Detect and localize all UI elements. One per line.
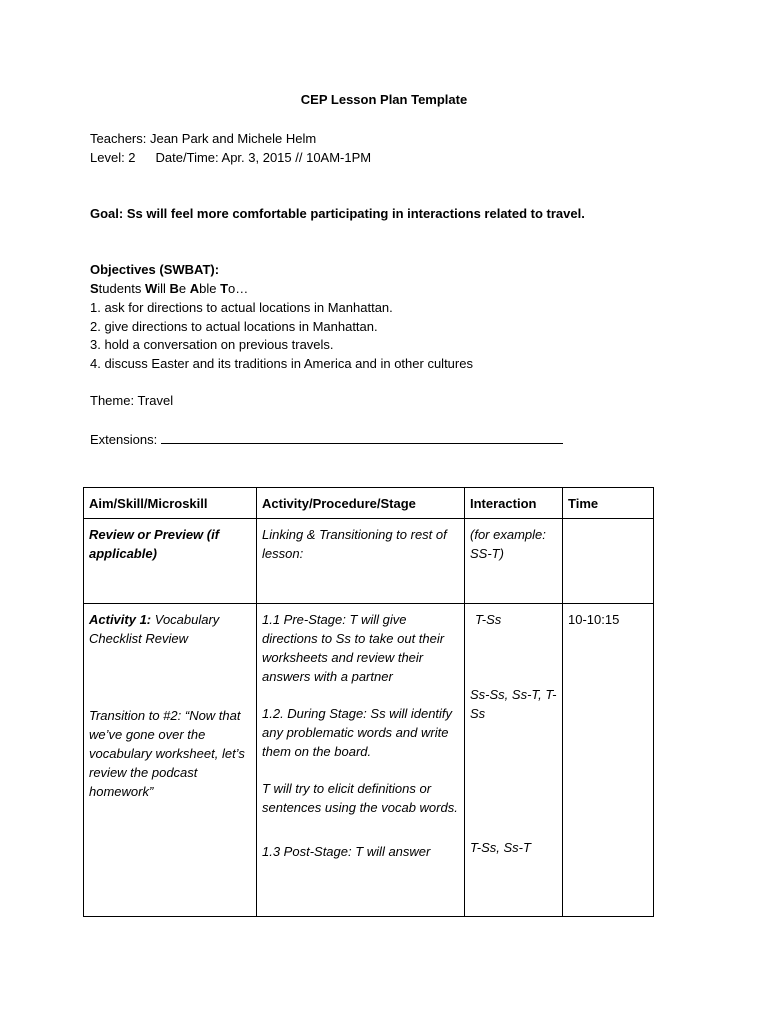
review-aim-cell: Review or Preview (if applicable) <box>84 519 257 604</box>
activity-procedure-cell <box>257 604 465 917</box>
swbat-ble: ble <box>199 281 221 296</box>
swbat-a: A <box>189 281 200 296</box>
swbat-t: T <box>220 281 229 296</box>
theme-line: Theme: Travel <box>90 393 174 408</box>
objective-item: 3. hold a conversation on previous travels. <box>90 337 334 352</box>
activity-aim-cell <box>84 604 257 917</box>
objectives-heading: Objectives (SWBAT): <box>90 262 220 277</box>
document-title: CEP Lesson Plan Template <box>300 92 468 107</box>
review-time-cell <box>563 519 654 604</box>
transition-text: Transition to #2: “Now that we’ve gone over the vocabulary worksheet, let’s review the podcast homework” <box>89 708 245 799</box>
level-text: Level: 2 <box>90 150 136 165</box>
swbat-ill: ill <box>157 281 170 296</box>
interaction-1: T-Ss <box>475 612 502 627</box>
activity-label: Activity 1: <box>89 612 152 627</box>
activity-aim-description: Vocabulary Checklist Review <box>89 612 220 646</box>
swbat-w: W <box>144 281 158 296</box>
activity-time-cell: 10-10:15 <box>563 604 654 917</box>
swbat-tudents: tudents <box>98 281 145 296</box>
teachers-line: Teachers: Jean Park and Michele Helm <box>90 131 317 146</box>
table-row-review <box>84 519 654 604</box>
datetime-text: Date/Time: Apr. 3, 2015 // 10AM-1PM <box>155 150 372 165</box>
stage-post: 1.3 Post-Stage: T will answer <box>262 844 431 859</box>
extensions-line <box>90 431 563 447</box>
objective-item: 1. ask for directions to actual locations in Manhattan. <box>90 300 393 315</box>
activity-aim-text <box>89 610 251 648</box>
extensions-blank <box>161 431 563 444</box>
header-time: Time <box>563 488 654 519</box>
review-activity-cell: Linking & Transitioning to rest of lesson: <box>257 519 465 604</box>
activity-interaction-cell <box>465 604 563 917</box>
table-row-activity-1 <box>84 604 654 917</box>
swbat-b: B <box>169 281 179 296</box>
swbat-s: S <box>90 281 99 296</box>
extensions-label: Extensions: <box>90 432 158 447</box>
objective-item: 4. discuss Easter and its traditions in America and in other cultures <box>90 356 473 371</box>
stage-during-note: T will try to elicit definitions or sentences using the vocab words. <box>262 781 458 815</box>
header-aim: Aim/Skill/Microskill <box>84 488 257 519</box>
stage-during: 1.2. During Stage: Ss will identify any problematic words and write them on the board. <box>262 706 453 759</box>
swbat-o: o… <box>228 281 249 296</box>
review-interaction-cell: (for example: SS-T) <box>465 519 563 604</box>
header-interaction: Interaction <box>465 488 563 519</box>
interaction-2: Ss-Ss, Ss-T, T-Ss <box>470 687 557 721</box>
header-activity: Activity/Procedure/Stage <box>257 488 465 519</box>
stage-pre: 1.1 Pre-Stage: T will give directions to Ss to take out their worksheets and review their answers with a partner <box>262 612 445 684</box>
swbat-e: e <box>178 281 190 296</box>
goal-line: Goal: Ss will feel more comfortable participating in interactions related to travel. <box>90 206 585 221</box>
lesson-plan-table <box>83 487 654 917</box>
table-header-row <box>84 488 654 519</box>
interaction-3: T-Ss, Ss-T <box>470 840 531 855</box>
objective-item: 2. give directions to actual locations in Manhattan. <box>90 319 378 334</box>
swbat-expansion <box>90 281 248 296</box>
level-date-line <box>90 150 371 165</box>
